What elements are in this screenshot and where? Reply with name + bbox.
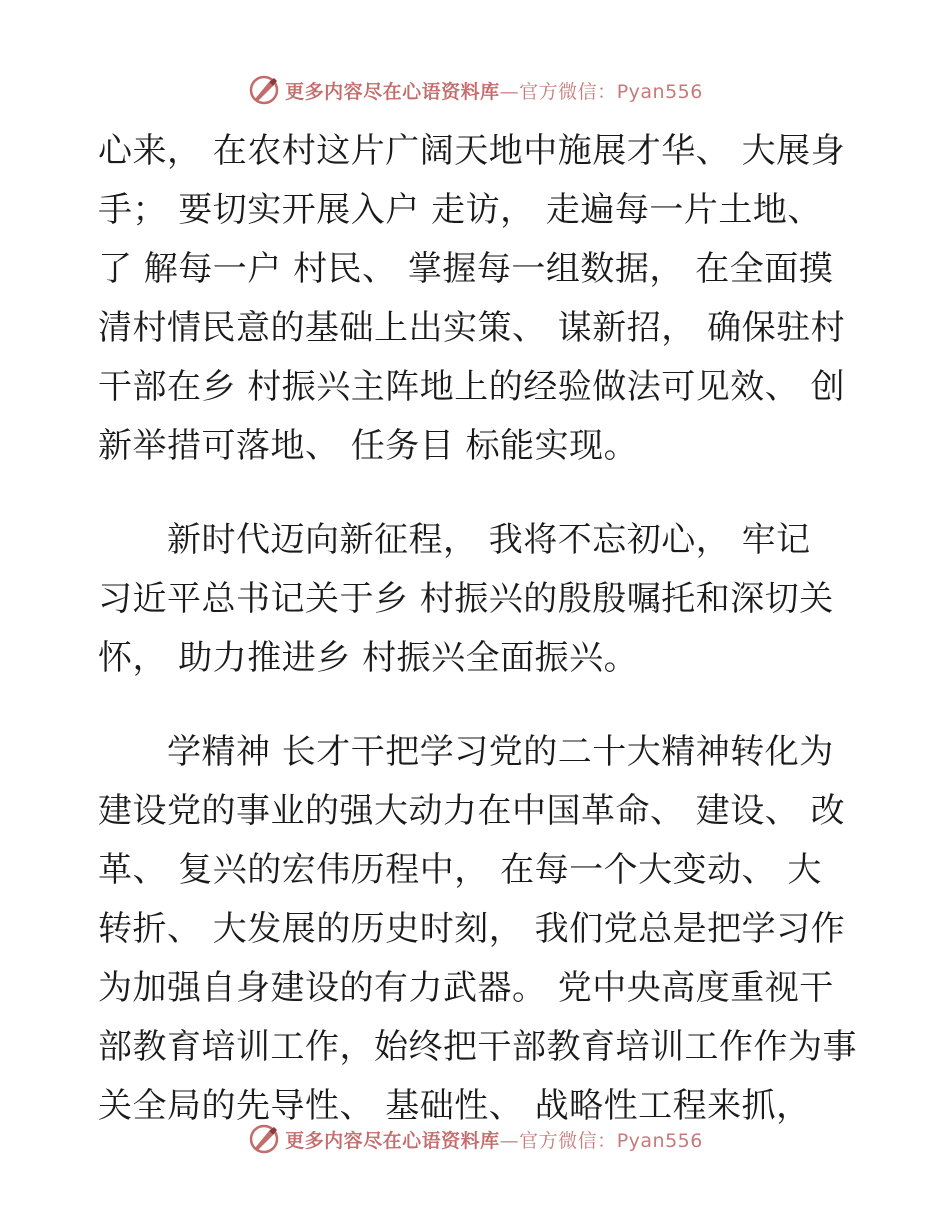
watermark-text (285, 1126, 703, 1153)
text-line: 建设党的事业的强大动力在中国革命、 建设、 改 (98, 791, 846, 831)
watermark-text (285, 77, 703, 104)
text-line: 新时代迈向新征程， 我将不忘初心， 牢记 (98, 520, 811, 560)
text-line: 手； 要切实开展入户 走访， 走遍每一片土地、 (98, 190, 822, 230)
watermark-label: 官方微信： (519, 80, 617, 103)
watermark-main: 更多内容尽在心语资料库 (285, 80, 500, 103)
footer-watermark (0, 1121, 950, 1157)
text-line: 习近平总书记关于乡 村振兴的殷殷嘱托和深切关 (98, 579, 834, 619)
text-line: 干部在乡 村振兴主阵地上的经验做法可见效、 创 (98, 367, 846, 407)
text-line: 清村情民意的基础上出实策、 谋新招， 确保驻村 (98, 308, 846, 348)
text-line: 关全局的先导性、 基础性、 战略性工程来抓， (98, 1086, 811, 1126)
paragraph-1 (98, 122, 858, 476)
header-watermark (0, 72, 950, 108)
text-line: 革、 复兴的宏伟历程中， 在每一个大变动、 大 (98, 850, 822, 890)
text-line: 新举措可落地、 任务目 标能实现。 (98, 426, 639, 466)
watermark-label: 官方微信： (519, 1129, 617, 1152)
paragraph-gap (98, 476, 858, 511)
text-line: 为加强自身建设的有力武器。 党中央高度重视干 (98, 968, 834, 1008)
text-line: 心来， 在农村这片广阔天地中施展才华、 大展身 (98, 131, 846, 171)
paragraph-2 (98, 511, 858, 688)
text-line: 部教育培训工作，始终把干部教育培训工作作为事 (98, 1027, 857, 1067)
paragraph-gap (98, 688, 858, 723)
watermark-handle: Pyan556 (616, 1129, 703, 1152)
pen-nib-logo-icon (247, 1122, 281, 1156)
text-line: 学精神 长才干把学习党的二十大精神转化为 (98, 732, 834, 772)
text-line: 了 解每一户 村民、 掌握每一组数据， 在全面摸 (98, 249, 834, 289)
watermark-separator: — (499, 1129, 520, 1152)
text-line: 怀， 助力推进乡 村振兴全面振兴。 (98, 638, 639, 678)
watermark-handle: Pyan556 (616, 80, 703, 103)
watermark-main: 更多内容尽在心语资料库 (285, 1129, 500, 1152)
paragraph-3 (98, 723, 858, 1136)
text-line: 转折、 大发展的历史时刻， 我们党总是把学习作 (98, 909, 846, 949)
pen-nib-logo-icon (247, 73, 281, 107)
watermark-separator: — (499, 80, 520, 103)
document-body (98, 122, 858, 1136)
